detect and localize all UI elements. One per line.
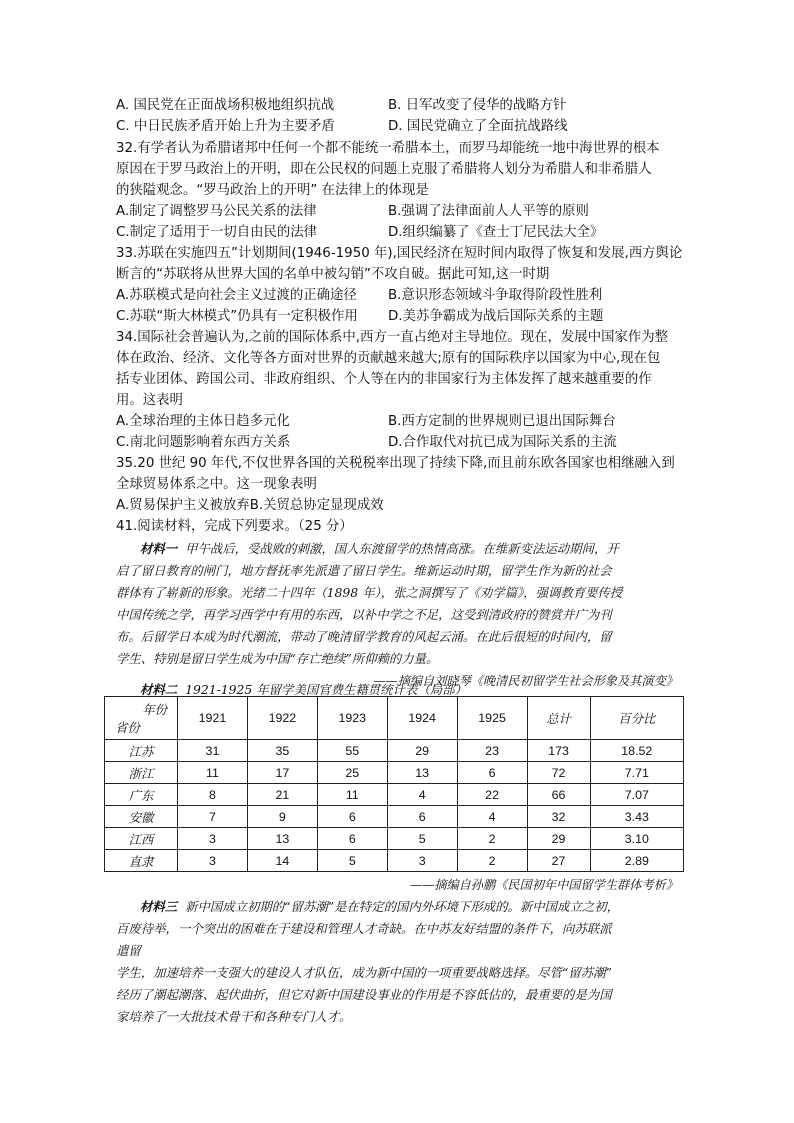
- value-cell: 3: [178, 850, 248, 872]
- material-one-line: 群体有了崭新的形象。光绪二十四年（1898 年），张之洞撰写了《劝学篇》，强调教育要传授: [116, 585, 623, 600]
- value-cell: 6: [457, 762, 527, 784]
- value-cell: 2.89: [590, 850, 683, 872]
- q32-option-d: D.组织编纂了《查士丁尼民法大全》: [388, 225, 604, 240]
- material-one: [116, 538, 678, 670]
- material-three-label: 材料三: [140, 899, 178, 914]
- value-cell: 4: [387, 784, 457, 806]
- q35-stem-line: 全球贸易体系之中。这一现象表明: [116, 477, 317, 492]
- value-cell: 31: [178, 740, 248, 762]
- value-cell: 27: [527, 850, 590, 872]
- value-cell: 23: [457, 740, 527, 762]
- material-one-line: 启了留日教育的闸门，地方督抚率先派遣了留日学生。维新运动时期，留学生作为新的社会: [116, 563, 612, 578]
- value-cell: 14: [247, 850, 317, 872]
- value-cell: 2: [457, 828, 527, 850]
- value-cell: 29: [387, 740, 457, 762]
- column-header: 百分比: [590, 697, 683, 740]
- value-cell: 7: [178, 806, 248, 828]
- material-one-line: 甲午战后，受战败的刺激，国人东渡留学的热情高涨。在维新变法运动期间，开: [185, 541, 619, 556]
- q32-stem-line: 32.有学者认为希腊诸邦中任何一个都不能统一希腊本土，而罗马却能统一地中海世界的根本: [116, 141, 660, 156]
- value-cell: 13: [387, 762, 457, 784]
- value-cell: 22: [457, 784, 527, 806]
- table-row: [105, 740, 684, 762]
- table-row: [105, 850, 684, 872]
- value-cell: 72: [527, 762, 590, 784]
- table-header-row: [105, 697, 684, 740]
- value-cell: 29: [527, 828, 590, 850]
- table-row: [105, 806, 684, 828]
- value-cell: 5: [387, 828, 457, 850]
- material-one-line: 中国传统之学，再学习西学中有用的东西，以补中学之不足，这受到清政府的赞赏并广为刊: [116, 607, 612, 622]
- scholarship-stats-table: [104, 696, 684, 872]
- value-cell: 3.43: [590, 806, 683, 828]
- q34-stem-line: 用。这表明: [116, 393, 183, 408]
- material-one-line: 学生、特别是留日学生成为中国“存亡绝续”所仰赖的力量。: [116, 651, 439, 666]
- q35-stem-line: 35.20 世纪 90 年代,不仅世界各国的关税税率出现了持续下降,而且前东欧各国家也相继融入到: [116, 456, 675, 471]
- q31-option-b: B. 日军改变了侵华的战略方针: [388, 98, 567, 113]
- value-cell: 21: [247, 784, 317, 806]
- material-three-line: 家培养了一大批技术骨干和各种专门人才。: [116, 1009, 352, 1024]
- q34-option-d: D.合作取代对抗已成为国际关系的主流: [388, 435, 617, 450]
- value-cell: 6: [317, 828, 387, 850]
- q34-stem-line: 体在政治、经济、文化等各方面对世界的贡献越来越大;原有的国际秩序以国家为中心,现在包: [116, 351, 661, 366]
- value-cell: 4: [457, 806, 527, 828]
- column-header: 1922: [247, 697, 317, 740]
- value-cell: 6: [317, 806, 387, 828]
- q32-option-a: A.制定了调整罗马公民关系的法律: [116, 204, 317, 219]
- q34-option-b: B.西方定制的世界规则已退出国际舞台: [388, 414, 616, 429]
- q33-option-b: B.意识形态领域斗争取得阶段性胜利: [388, 288, 603, 303]
- q33-option-c: C.苏联“斯大林模式”仍具有一定积极作用: [116, 309, 358, 324]
- value-cell: 5: [317, 850, 387, 872]
- material-one-source: ——摘编自刘晓琴《晚清民初留学生社会形象及其演变》: [373, 674, 678, 688]
- value-cell: 32: [527, 806, 590, 828]
- material-two-source: ——摘编自孙鹏《民国初年中国留学生群体考析》: [409, 878, 678, 892]
- value-cell: 6: [387, 806, 457, 828]
- value-cell: 25: [317, 762, 387, 784]
- value-cell: 9: [247, 806, 317, 828]
- column-header: 1923: [317, 697, 387, 740]
- q31-option-a: A. 国民党在正面战场积极地组织抗战: [116, 98, 335, 113]
- header-province-label: 省份: [115, 720, 140, 735]
- province-cell: 安徽: [105, 806, 178, 828]
- material-three-line: 遣留: [116, 943, 141, 958]
- material-one-line: 布。后留学日本成为时代潮流，带动了晚清留学教育的风起云涌。在此后很短的时间内，留: [116, 629, 612, 644]
- value-cell: 17: [247, 762, 317, 784]
- province-cell: 江西: [105, 828, 178, 850]
- material-three-line: 学生，加速培养一支强大的建设人才队伍，成为新中国的一项重要战略选择。尽管“留苏潮”: [116, 965, 612, 980]
- value-cell: 3.10: [590, 828, 683, 850]
- table-row: [105, 828, 684, 850]
- value-cell: 66: [527, 784, 590, 806]
- column-header: 1924: [387, 697, 457, 740]
- material-two-title: 1921-1925 年留学美国官费生籍贯统计表（局部）: [185, 682, 467, 697]
- material-two-label: 材料二: [140, 682, 178, 697]
- q31-option-c: C. 中日民族矛盾开始上升为主要矛盾: [116, 119, 335, 134]
- value-cell: 11: [178, 762, 248, 784]
- material-three-line: 经历了潮起潮落、起伏曲折，但它对新中国建设事业的作用是不容低估的，最重要的是为国: [116, 987, 612, 1002]
- column-header: 1925: [457, 697, 527, 740]
- province-cell: 浙江: [105, 762, 178, 784]
- province-cell: 江苏: [105, 740, 178, 762]
- value-cell: 7.07: [590, 784, 683, 806]
- value-cell: 18.52: [590, 740, 683, 762]
- q32-stem-line: 原因在于罗马政治上的开明，即在公民权的问题上克服了希腊将人划分为希腊人和非希腊人: [116, 162, 652, 177]
- q32-option-c: C.制定了适用于一切自由民的法律: [116, 225, 318, 240]
- value-cell: 55: [317, 740, 387, 762]
- q33-stem-line: 33.苏联在实施四五”计划期间(1946-1950 年),国民经济在短时间内取得了恢复和发展,西方舆论: [116, 246, 683, 261]
- value-cell: 3: [178, 828, 248, 850]
- q35-options: A.贸易保护主义被放弃B.关贸总协定显现成效: [116, 498, 384, 513]
- q41-stem: 41.阅读材料，完成下列要求。（25 分）: [116, 519, 353, 534]
- material-three-line: 百废待举，一个突出的困难在于建设和管理人才奇缺。在中苏友好结盟的条件下，向苏联派: [116, 921, 612, 936]
- header-year-label: 年份: [142, 702, 167, 717]
- q34-option-a: A.全球治理的主体日趋多元化: [116, 414, 290, 429]
- q33-option-a: A.苏联模式是向社会主义过渡的正确途径: [116, 288, 357, 303]
- table-corner-header: [105, 697, 178, 740]
- value-cell: 7.71: [590, 762, 683, 784]
- q34-option-c: C.南北问题影响着东西方关系: [116, 435, 291, 450]
- value-cell: 8: [178, 784, 248, 806]
- q33-stem-line: 断言的“苏联将从世界大国的名单中被勾销”不攻自破。据此可知,这一时期: [116, 267, 550, 282]
- q34-stem-line: 括专业团体、跨国公司、非政府组织、个人等在内的非国家行为主体发挥了越来越重要的作: [116, 372, 652, 387]
- column-header: 总计: [527, 697, 590, 740]
- q31-option-d: D. 国民党确立了全面抗战路线: [388, 119, 568, 134]
- material-three: [116, 896, 678, 1028]
- value-cell: 11: [317, 784, 387, 806]
- q32-option-b: B.强调了法律面前人人平等的原则: [388, 204, 589, 219]
- value-cell: 173: [527, 740, 590, 762]
- table-row: [105, 762, 684, 784]
- q33-option-d: D.美苏争霸成为战后国际关系的主题: [388, 309, 604, 324]
- q32-stem-line: 的狭隘观念。“罗马政治上的开明” 在法律上的体现是: [116, 183, 429, 198]
- value-cell: 35: [247, 740, 317, 762]
- value-cell: 13: [247, 828, 317, 850]
- province-cell: 广东: [105, 784, 178, 806]
- value-cell: 2: [457, 850, 527, 872]
- value-cell: 3: [387, 850, 457, 872]
- table-row: [105, 784, 684, 806]
- material-one-label: 材料一: [140, 541, 178, 556]
- material-three-line: 新中国成立初期的“留苏潮”是在特定的国内外环境下形成的。新中国成立之初，: [185, 899, 620, 914]
- q34-stem-line: 34.国际社会普遍认为,之前的国际体系中,西方一直占绝对主导地位。现在，发展中国家作为整: [116, 330, 669, 345]
- column-header: 1921: [178, 697, 248, 740]
- province-cell: 直隶: [105, 850, 178, 872]
